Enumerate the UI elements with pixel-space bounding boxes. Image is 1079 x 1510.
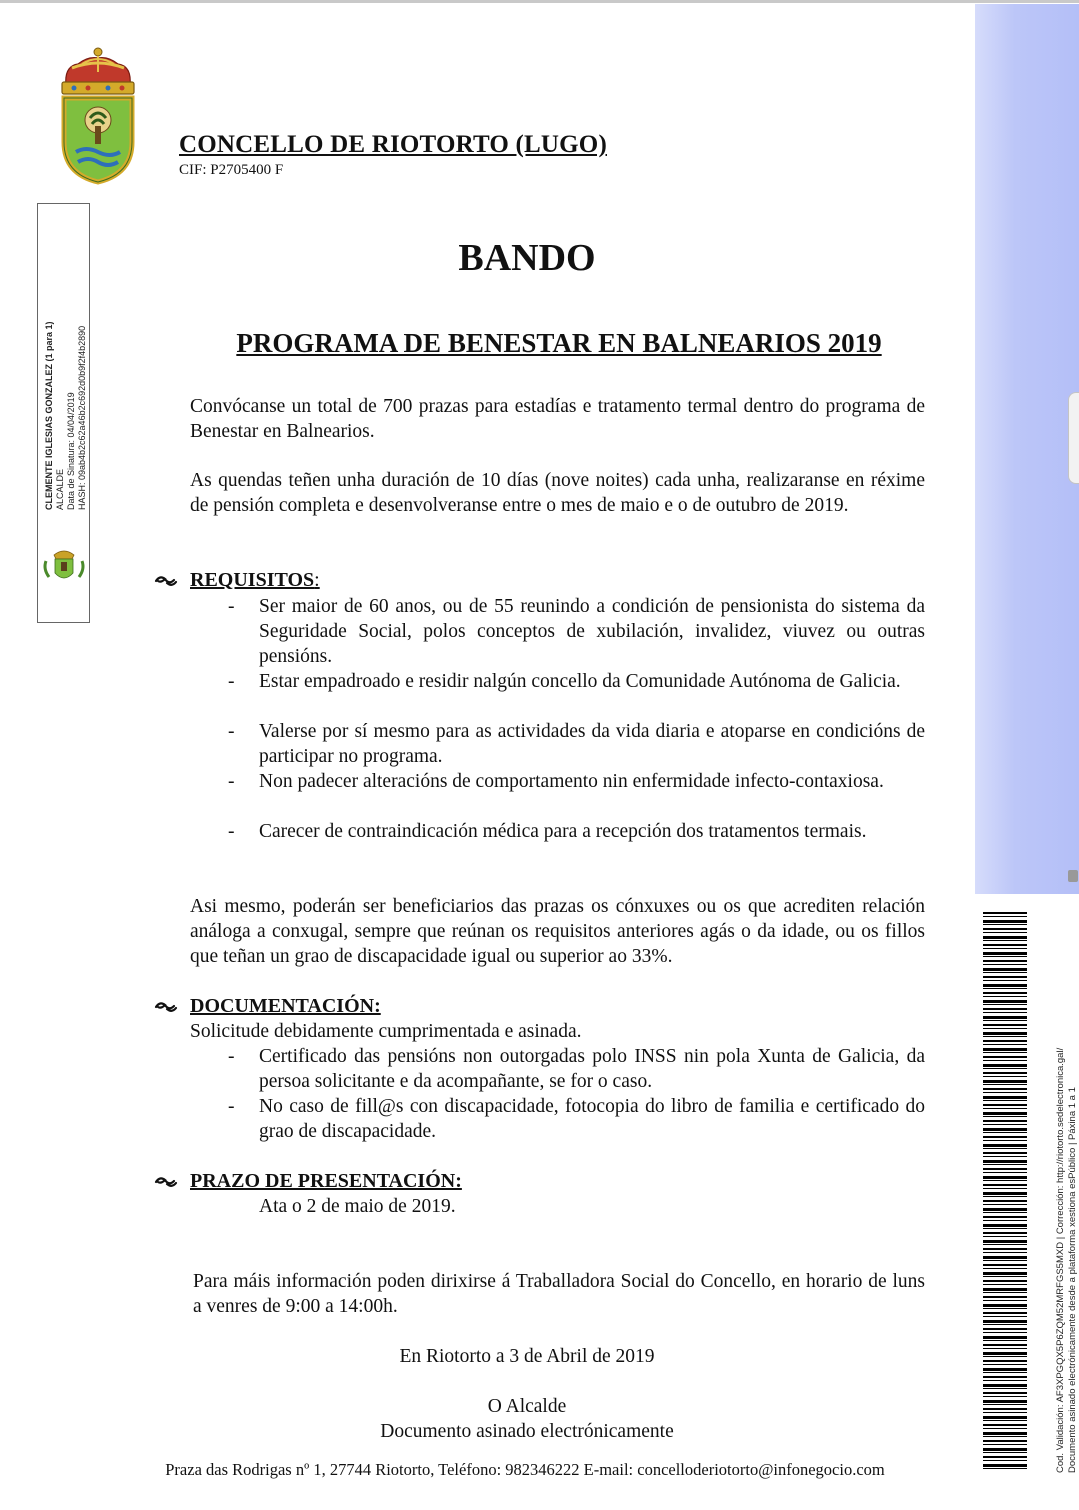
intro-paragraph-2: As quendas teñen unha duración de 10 días (nove noites) cada unha, realizaranse en réxime de pensión completa e desenvolveranse entre o mes de maio e o de outubro de 2019.: [190, 470, 925, 516]
document-title: BANDO: [458, 237, 596, 279]
coat-of-arms-icon: [56, 46, 140, 186]
viewer-side-tab[interactable]: [1068, 392, 1079, 484]
requisitos-heading-text: REQUISITOS: [190, 569, 315, 591]
signature-date: Data de Sinatura: 04/04/2019: [66, 392, 76, 510]
validation-line-2: Documento asinado electrónicamente desde a plataforma xestiona esPúblico | Páxina 1 a 1: [1067, 1087, 1078, 1473]
documentacion-item: Certificado das pensións non outorgadas polo INSS nin pola Xunta de Galicia, da persoa solicitante e da acompañante, se for o caso.: [259, 1046, 925, 1092]
requisitos-heading: [190, 568, 320, 593]
requisitos-heading-colon: :: [314, 569, 320, 591]
list-dash: -: [228, 771, 235, 792]
validation-text: [1055, 913, 1079, 1473]
signed-note: Documento asinado electrónicamente: [380, 1421, 674, 1442]
viewer-side-marker: [1068, 870, 1078, 882]
intro-paragraph-1: Convócanse un total de 700 prazas para estadías e tratamento termal dentro do programa de Benestar en Balnearios.: [190, 396, 925, 442]
fleuron-bullet-icon: [154, 999, 178, 1015]
org-name: CONCELLO DE RIOTORTO (LUGO): [179, 131, 607, 158]
requisito-item: Carecer de contraindicación médica para a recepción dos tratamentos termais.: [259, 821, 867, 842]
signer-name: CLEMENTE IGLESIAS GONZALEZ (1 para 1): [44, 321, 54, 510]
requisito-item: Ser maior de 60 anos, ou de 55 reunindo a condición de pensionista do sistema da Seguridade Social, polos conceptos de xubilación, invalidez, viuvez ou outras pensións.: [259, 596, 925, 667]
signature-title: O Alcalde: [487, 1396, 567, 1417]
requisito-item: Valerse por sí mesmo para as actividades da vida diaria e atoparse en condicións de participar no programa.: [259, 721, 925, 767]
footer-address: Praza das Rodrigas nº 1, 27744 Riotorto, Teléfono: 982346222 E-mail: concelloderiotorto@infonegocio.com: [165, 1460, 885, 1479]
list-dash: -: [228, 721, 235, 742]
documentacion-item: No caso de fill@s con discapacidade, fotocopia do libro de familia e certificado do grao de discapacidade.: [259, 1096, 925, 1142]
list-dash: -: [228, 1046, 235, 1067]
org-cif: CIF: P2705400 F: [179, 162, 284, 178]
coat-of-arms-icon: [40, 545, 88, 585]
fleuron-bullet-icon: [154, 1174, 178, 1190]
documentacion-lead: Solicitude debidamente cumprimentada e asinada.: [190, 1021, 582, 1042]
document-subtitle: PROGRAMA DE BENESTAR EN BALNEARIOS 2019: [236, 328, 882, 358]
requisito-item: Estar empadroado e residir nalgún concello da Comunidade Autónoma de Galicia.: [259, 671, 901, 692]
list-dash: -: [228, 821, 235, 842]
validation-barcode: [983, 912, 1027, 1472]
place-date: En Riotorto a 3 de Abril de 2019: [399, 1346, 655, 1367]
validation-line-1: Cod. Validación: AF3XPGQX5P6ZQM52MRFGS5MXD | Corrección: http://riotorto.sedelectronica.gal/: [1055, 1047, 1066, 1473]
signer-role: ALCALDE: [55, 468, 65, 510]
fleuron-bullet-icon: [154, 573, 178, 589]
requisito-item: Non padecer alteracións de comportamento nin enfermidade infecto-contaxiosa.: [259, 771, 884, 792]
beneficiarios-paragraph: Asi mesmo, poderán ser beneficiarios das prazas os cónxuxes ou os que acrediten relación análoga a conxugal, sempre que reúnan os requisitos anteriores agás o da idade, ou os fillos que teñan un grao de discapacidade igual ou superior ao 33%.: [190, 896, 925, 967]
signature-hash: HASH: 09ab4b2c62a46b2c692d0b9f2f4b2890: [77, 325, 87, 510]
list-dash: -: [228, 596, 235, 617]
list-dash: -: [228, 671, 235, 692]
documentacion-heading: DOCUMENTACIÓN:: [190, 995, 381, 1017]
top-border: [0, 0, 1079, 3]
info-paragraph: Para máis información poden dirixirse á Traballadora Social do Concello, en horario de luns a venres de 9:00 a 14:00h.: [193, 1271, 925, 1317]
list-dash: -: [228, 1096, 235, 1117]
viewer-side-band: [975, 4, 1079, 894]
prazo-heading: PRAZO DE PRESENTACIÓN:: [190, 1170, 462, 1192]
prazo-text: Ata o 2 de maio de 2019.: [259, 1196, 456, 1217]
